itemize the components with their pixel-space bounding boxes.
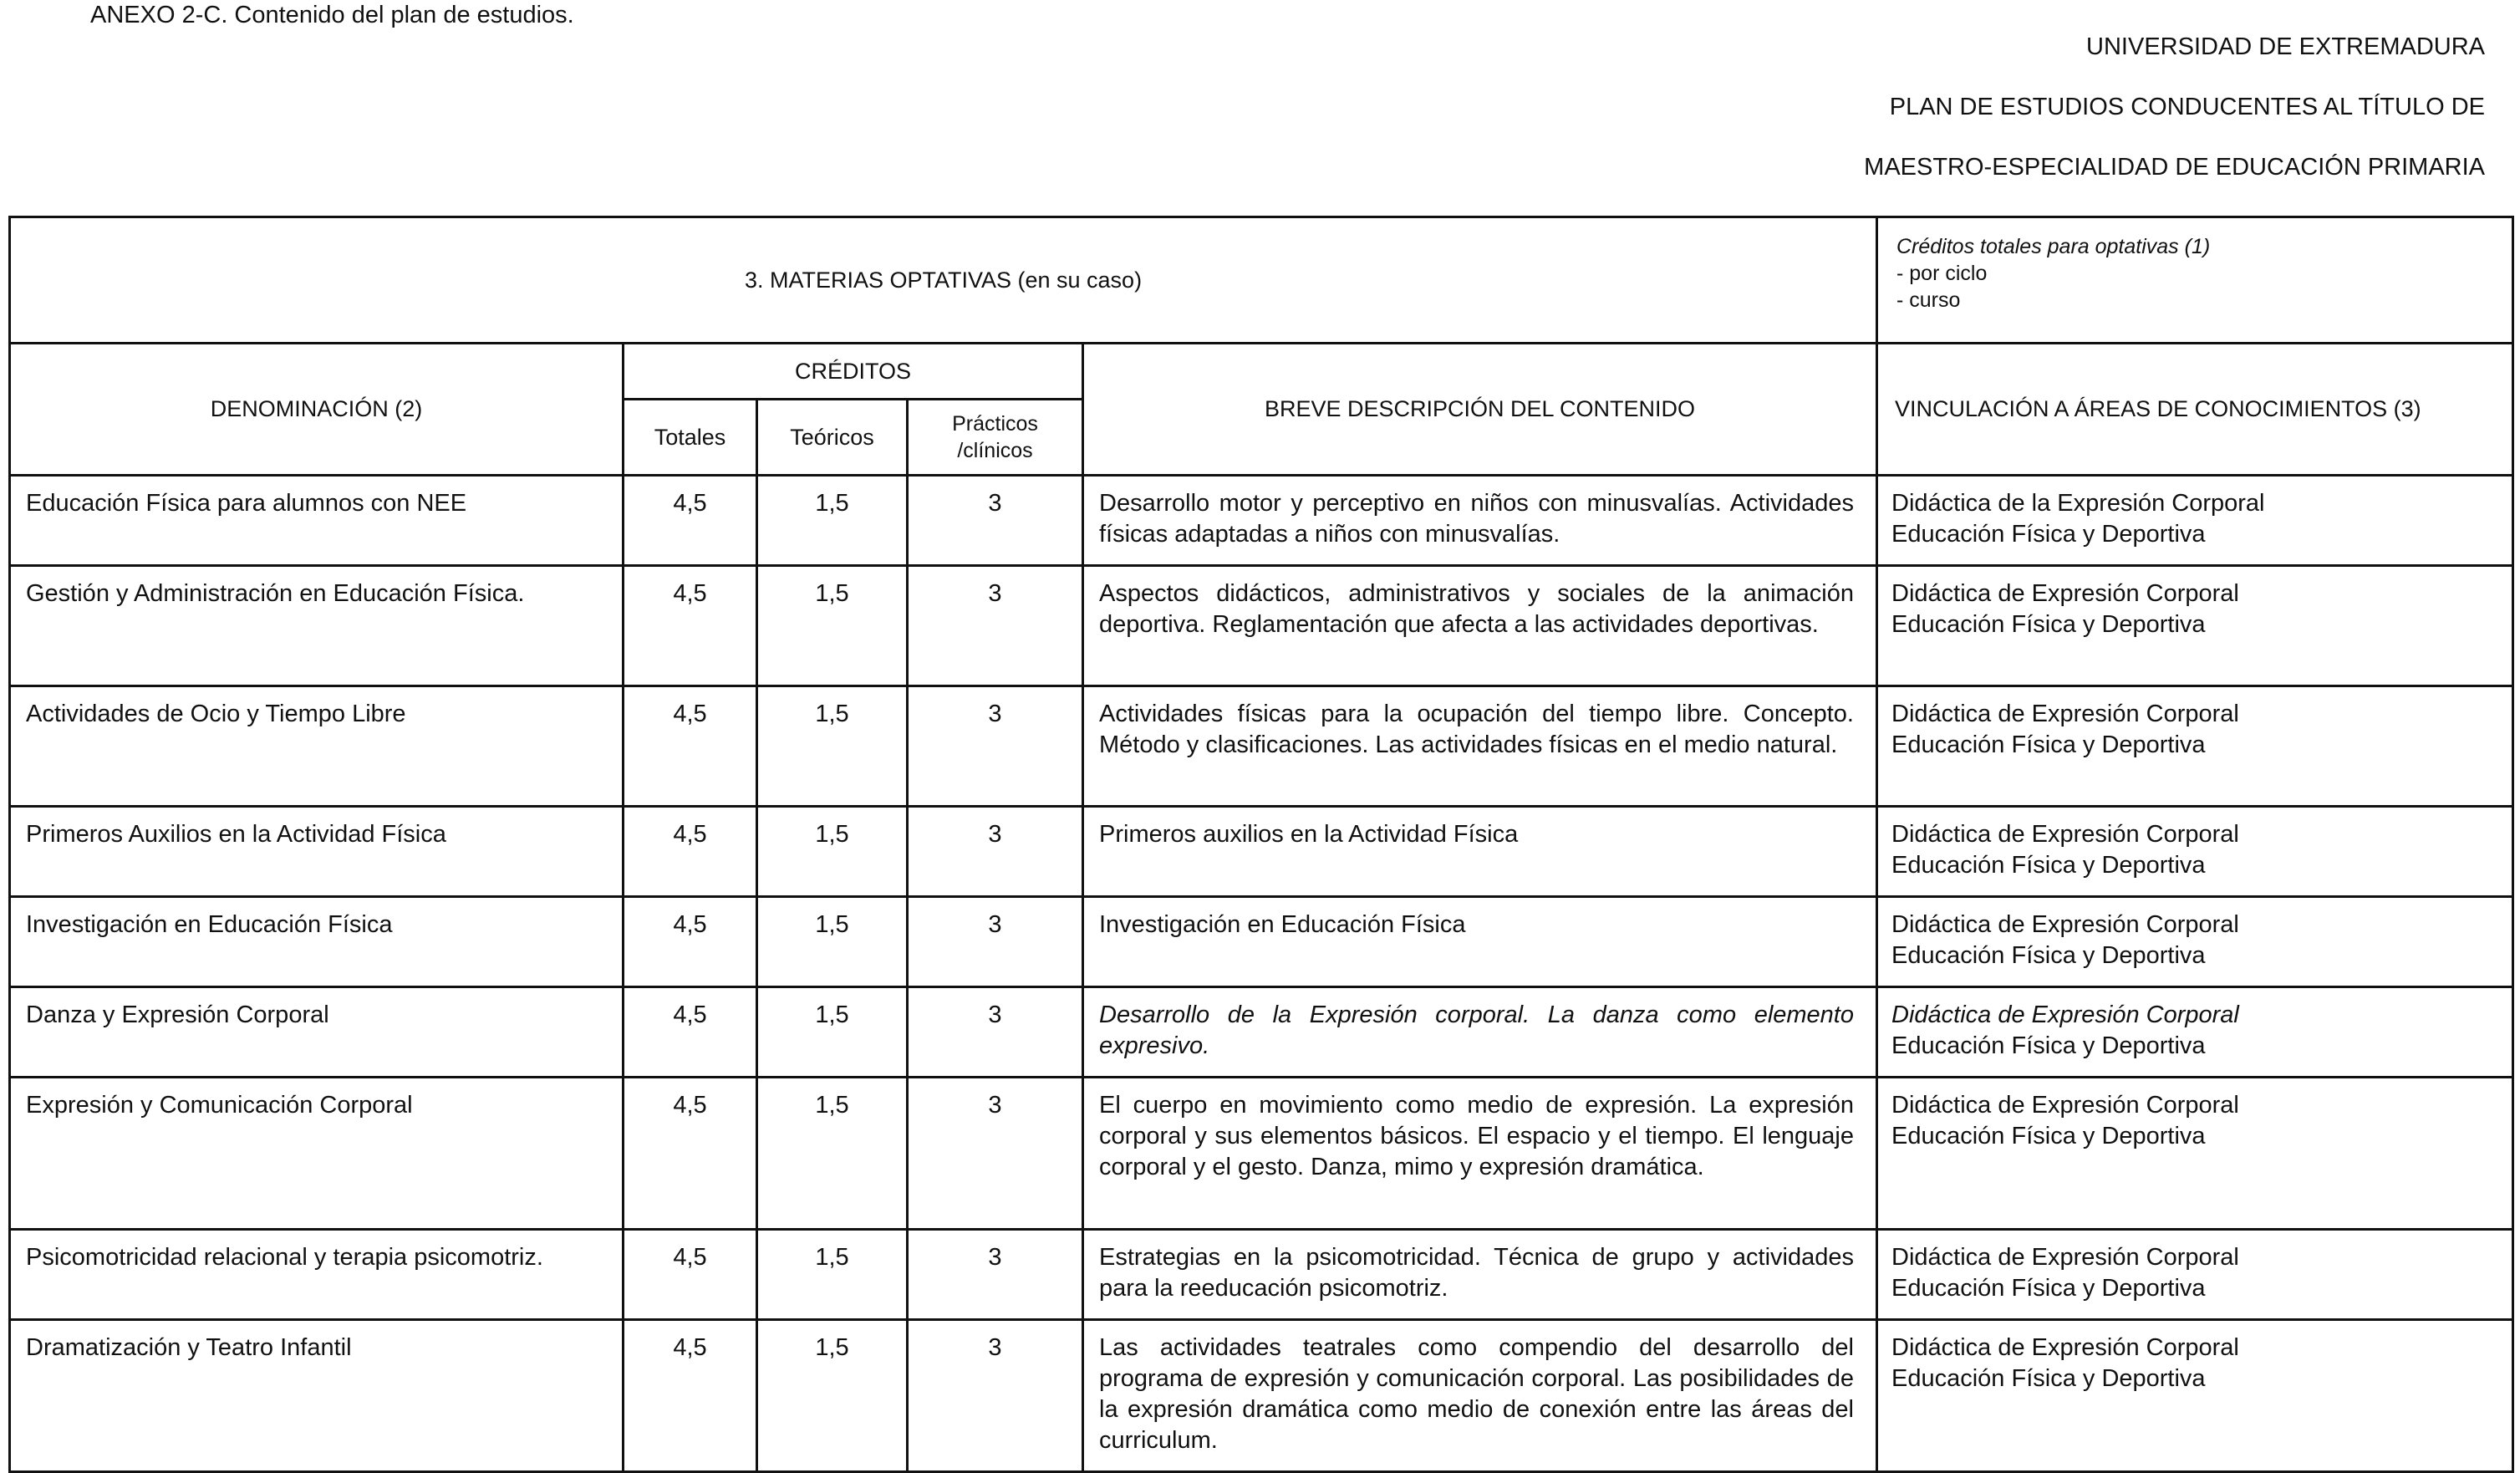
credits-totals: 4,5 xyxy=(624,1078,757,1230)
subject-description: Aspectos didácticos, administrativos y sociales de la animación deportiva. Reglamentación que afecta a las actividades deportivas. xyxy=(1083,566,1877,686)
theoretical-header: Teóricos xyxy=(757,400,908,476)
table-row xyxy=(10,987,2513,1078)
subject-description: Desarrollo motor y perceptivo en niños con minusvalías. Actividades físicas adaptadas a niños con minusvalías. xyxy=(1083,476,1877,566)
knowledge-areas xyxy=(1877,897,2513,987)
credits-theoretical: 1,5 xyxy=(757,1320,908,1472)
credits-practical: 3 xyxy=(908,476,1083,566)
knowledge-area-1: Didáctica de Expresión Corporal xyxy=(1891,1002,2239,1028)
knowledge-area-1: Didáctica de Expresión Corporal xyxy=(1891,580,2239,607)
subject-name: Expresión y Comunicación Corporal xyxy=(10,1078,624,1230)
subject-name: Primeros Auxilios en la Actividad Física xyxy=(10,807,624,897)
optional-credits-title: Créditos totales para optativas (1) xyxy=(1896,235,2211,258)
section-title: 3. MATERIAS OPTATIVAS (en su caso) xyxy=(10,217,1877,344)
subject-name: Psicomotricidad relacional y terapia psicomotriz. xyxy=(10,1230,624,1320)
practical-header-line1: Prácticos xyxy=(952,412,1038,436)
knowledge-area-2: Educación Física y Deportiva xyxy=(1891,852,2206,879)
totals-header: Totales xyxy=(624,400,757,476)
table-row xyxy=(10,807,2513,897)
knowledge-areas xyxy=(1877,686,2513,807)
knowledge-area-2: Educación Física y Deportiva xyxy=(1891,731,2206,758)
credits-practical: 3 xyxy=(908,1320,1083,1472)
knowledge-areas xyxy=(1877,566,2513,686)
subject-name: Educación Física para alumnos con NEE xyxy=(10,476,624,566)
credits-totals: 4,5 xyxy=(624,1230,757,1320)
knowledge-area-1: Didáctica de Expresión Corporal xyxy=(1891,1334,2239,1361)
credits-theoretical: 1,5 xyxy=(757,1230,908,1320)
knowledge-area-1: Didáctica de Expresión Corporal xyxy=(1891,821,2239,848)
subject-description: Actividades físicas para la ocupación del tiempo libre. Concepto. Método y clasificaciones. Las actividades físicas en el medio natural. xyxy=(1083,686,1877,807)
credits-practical: 3 xyxy=(908,686,1083,807)
table-row xyxy=(10,686,2513,807)
table-row xyxy=(10,1230,2513,1320)
table-row xyxy=(10,897,2513,987)
knowledge-area-2: Educación Física y Deportiva xyxy=(1891,521,2206,548)
knowledge-area-2: Educación Física y Deportiva xyxy=(1891,942,2206,969)
optional-credits-course: - curso xyxy=(1896,288,1961,312)
knowledge-areas xyxy=(1877,1230,2513,1320)
knowledge-areas xyxy=(1877,807,2513,897)
table-row xyxy=(10,566,2513,686)
description-header: BREVE DESCRIPCIÓN DEL CONTENIDO xyxy=(1083,344,1877,476)
subject-description: El cuerpo en movimiento como medio de expresión. La expresión corporal y sus elementos básicos. El espacio y el tiempo. El lenguaje corporal y el gesto. Danza, mimo y expresión dramática. xyxy=(1083,1078,1877,1230)
plan-title-line1: PLAN DE ESTUDIOS CONDUCENTES AL TÍTULO DE xyxy=(1889,94,2485,120)
credits-theoretical: 1,5 xyxy=(757,987,908,1078)
subject-description: Las actividades teatrales como compendio del desarrollo del programa de expresión y comunicación corporal. Las posibilidades de la expresión dramática como medio de conexión entre las áreas del curriculum. xyxy=(1083,1320,1877,1472)
subject-name: Gestión y Administración en Educación Física. xyxy=(10,566,624,686)
credits-totals: 4,5 xyxy=(624,807,757,897)
knowledge-area-1: Didáctica de la Expresión Corporal xyxy=(1891,490,2265,517)
table-row xyxy=(10,476,2513,566)
subject-name: Investigación en Educación Física xyxy=(10,897,624,987)
header-row-1 xyxy=(10,344,2513,400)
credits-totals: 4,5 xyxy=(624,987,757,1078)
credits-theoretical: 1,5 xyxy=(757,566,908,686)
knowledge-area-1: Didáctica de Expresión Corporal xyxy=(1891,1244,2239,1271)
plan-title-line2: MAESTRO-ESPECIALIDAD DE EDUCACIÓN PRIMARIA xyxy=(1864,154,2485,181)
knowledge-area-2: Educación Física y Deportiva xyxy=(1891,1365,2206,1392)
table-row xyxy=(10,1320,2513,1472)
practical-header-line2: /clínicos xyxy=(957,439,1033,462)
credits-theoretical: 1,5 xyxy=(757,1078,908,1230)
knowledge-area-2: Educación Física y Deportiva xyxy=(1891,1123,2206,1149)
knowledge-areas xyxy=(1877,987,2513,1078)
credits-practical: 3 xyxy=(908,987,1083,1078)
section-banner-row xyxy=(10,217,2513,344)
credits-practical: 3 xyxy=(908,1230,1083,1320)
knowledge-area-2: Educación Física y Deportiva xyxy=(1891,1275,2206,1302)
credits-totals: 4,5 xyxy=(624,686,757,807)
knowledge-area-1: Didáctica de Expresión Corporal xyxy=(1891,1092,2239,1119)
subject-description: Investigación en Educación Física xyxy=(1083,897,1877,987)
areas-header: VINCULACIÓN A ÁREAS DE CONOCIMIENTOS (3) xyxy=(1877,344,2513,476)
knowledge-area-2: Educación Física y Deportiva xyxy=(1891,1032,2206,1059)
knowledge-area-1: Didáctica de Expresión Corporal xyxy=(1891,911,2239,938)
credits-practical: 3 xyxy=(908,807,1083,897)
subject-name: Dramatización y Teatro Infantil xyxy=(10,1320,624,1472)
table-row xyxy=(10,1078,2513,1230)
subject-description: Estrategias en la psicomotricidad. Técnica de grupo y actividades para la reeducación psicomotriz. xyxy=(1083,1230,1877,1320)
credits-theoretical: 1,5 xyxy=(757,807,908,897)
credits-totals: 4,5 xyxy=(624,476,757,566)
optional-credits-per-cycle: - por ciclo xyxy=(1896,262,1988,285)
knowledge-areas xyxy=(1877,476,2513,566)
credits-totals: 4,5 xyxy=(624,566,757,686)
credits-theoretical: 1,5 xyxy=(757,897,908,987)
subject-name: Actividades de Ocio y Tiempo Libre xyxy=(10,686,624,807)
credits-header: CRÉDITOS xyxy=(624,344,1083,400)
credits-practical: 3 xyxy=(908,566,1083,686)
credits-practical: 3 xyxy=(908,1078,1083,1230)
credits-theoretical: 1,5 xyxy=(757,476,908,566)
knowledge-area-2: Educación Física y Deportiva xyxy=(1891,611,2206,638)
subject-name: Danza y Expresión Corporal xyxy=(10,987,624,1078)
subject-description: Desarrollo de la Expresión corporal. La danza como elemento expresivo. xyxy=(1083,987,1877,1078)
annex-title: ANEXO 2-C. Contenido del plan de estudios. xyxy=(90,2,574,28)
practical-header xyxy=(908,400,1083,476)
credits-theoretical: 1,5 xyxy=(757,686,908,807)
credits-totals: 4,5 xyxy=(624,1320,757,1472)
knowledge-area-1: Didáctica de Expresión Corporal xyxy=(1891,701,2239,727)
university-name: UNIVERSIDAD DE EXTREMADURA xyxy=(2086,33,2485,60)
credits-practical: 3 xyxy=(908,897,1083,987)
credits-totals: 4,5 xyxy=(624,897,757,987)
knowledge-areas xyxy=(1877,1320,2513,1472)
optional-subjects-table xyxy=(8,216,2514,1473)
denomination-header: DENOMINACIÓN (2) xyxy=(10,344,624,476)
knowledge-areas xyxy=(1877,1078,2513,1230)
optional-credits-box xyxy=(1877,217,2513,344)
subject-description: Primeros auxilios en la Actividad Física xyxy=(1083,807,1877,897)
